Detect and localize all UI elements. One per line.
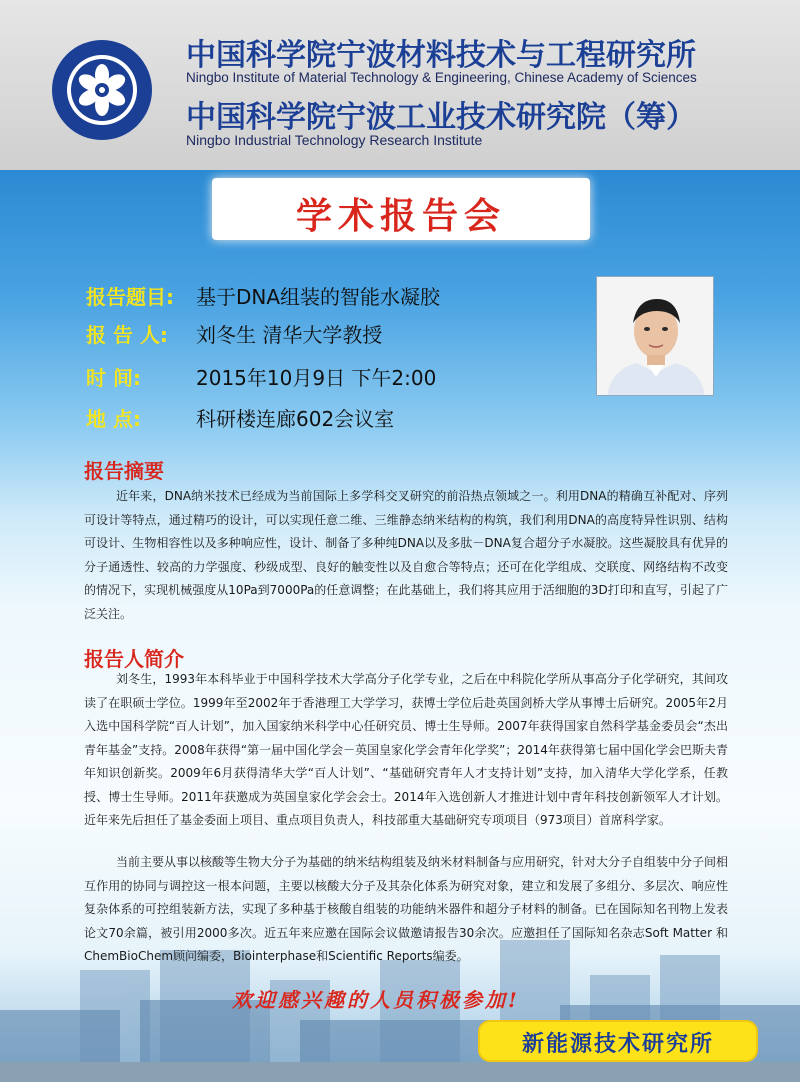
cas-logo-icon — [50, 38, 154, 142]
info-value-location: 科研楼连廊602会议室 — [196, 407, 395, 431]
header-banner — [0, 0, 800, 170]
info-value-time: 2015年10月9日 下午2:00 — [196, 366, 437, 390]
info-label-location: 地 点: — [86, 407, 141, 431]
department-name: 新能源技术研究所 — [521, 1032, 714, 1057]
info-value-topic: 基于DNA组装的智能水凝胶 — [196, 285, 441, 309]
bio-paragraph-2: 当前主要从事以核酸等生物大分子为基础的纳米结构组装及纳米材料制备与应用研究，针对大分子自组装中分子间相互作用的协同与调控这一根本问题，主要以核酸大分子及其杂化体系为研究对象，建立和发展了多组分、多层次、响应性复杂体系的可控组装新方法，实现了多种基于核酸自组装的功能纳米器件和超分子材料的制备。已在国际知名刊物上发表论文70余篇，被引用2000多次。近五年来应邀在国际会议做邀请报告30余次。应邀担任了国际知名杂志Soft Matter 和ChemBioChem顾问编委，Biointerphase和Scientific Reports编委。 — [84, 855, 729, 963]
abstract-heading: 报告摘要 — [84, 459, 164, 483]
abstract-text: 近年来，DNA纳米技术已经成为当前国际上多学科交叉研究的前沿热点领域之一。利用DNA的精确互补配对、序列可设计等特点，通过精巧的设计，可以实现任意二维、三维静态纳米结构的构筑，我们利用DNA的高度特异性识别、结构可设计、生物相容性以及多种响应性，设计、制备了多种纯DNA以及多肽－DNA复合超分子水凝胶。这些凝胶具有优异的分子通透性、较高的力学强度、秒级成型、良好的触变性以及自愈合等特点；还可在化学组成、交联度、网络结构不改变的情况下，实现机械强度从10Pa到7000Pa的任意调整；在此基础上，我们将其应用于活细胞的3D打印和直写，引起了广泛关注。 — [84, 489, 728, 621]
institute-name-cn-2: 中国科学院宁波工业技术研究院（筹） — [186, 100, 696, 135]
institute-name-en-2: Ningbo Industrial Technology Research Institute — [186, 132, 483, 148]
institute-name-en-1: Ningbo Institute of Material Technology & Engineering, Chinese Academy of Sciences — [186, 70, 697, 85]
welcome-message: 欢迎感兴趣的人员积极参加! — [232, 988, 520, 1012]
info-label-speaker: 报 告 人: — [86, 323, 168, 347]
speaker-portrait-icon — [597, 277, 714, 396]
info-value-speaker: 刘冬生 清华大学教授 — [196, 323, 383, 347]
info-label-topic: 报告题目: — [86, 285, 174, 309]
speaker-photo — [596, 276, 714, 396]
bio-paragraph-1: 刘冬生，1993年本科毕业于中国科学技术大学高分子化学专业，之后在中科院化学所从事高分子化学研究，其间攻读了在职硕士学位。1999年至2002年于香港理工大学学习，获博士学位后赴英国剑桥大学从事博士后研究。2005年2月入选中国科学院“百人计划”，加入国家纳米科学中心任研究员、博士生导师。2007年获得国家自然科学基金委员会“杰出青年基金”支持。2008年获得“第一届中国化学会－英国皇家化学会青年化学奖”；2014年获得第七届中国化学会巴斯夫青年知识创新奖。2009年6月获得清华大学“百人计划”、“基础研究青年人才支持计划”支持，加入清华大学化学系，任教授、博士生导师。2011年获邀成为英国皇家化学会会士。2014年入选创新人才推进计划中青年科技创新领军人才计划。近年来先后担任了基金委面上项目、重点项目负责人，科技部重大基础研究专项项目（973项目）首席科学家。 — [84, 672, 728, 827]
institute-name-cn-1: 中国科学院宁波材料技术与工程研究所 — [186, 38, 696, 73]
info-label-time: 时 间: — [86, 366, 141, 390]
event-title: 学术报告会 — [295, 195, 506, 237]
bio-heading: 报告人简介 — [84, 647, 184, 671]
